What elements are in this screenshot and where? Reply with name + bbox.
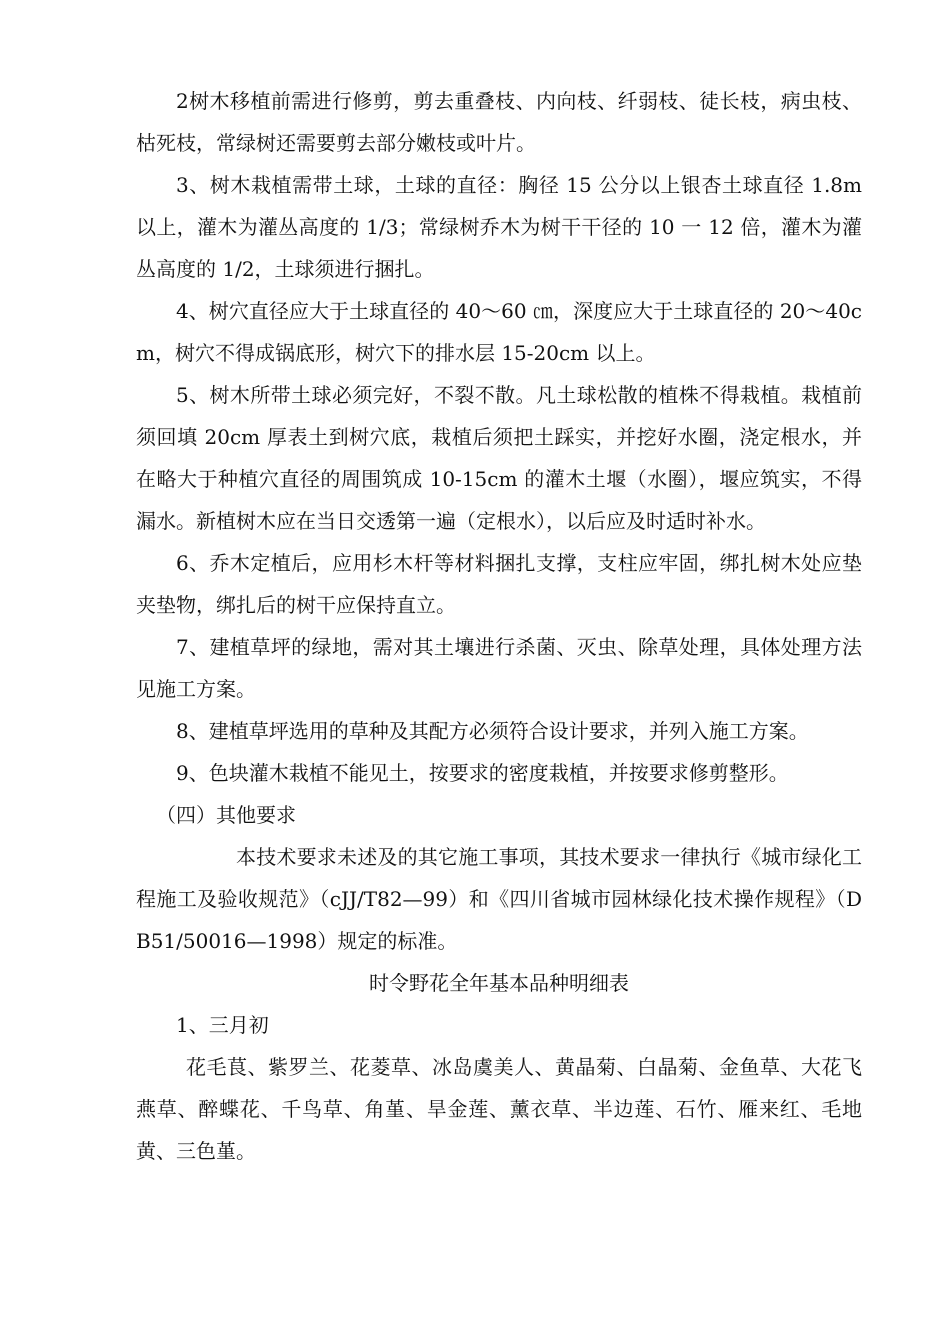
paragraph-item-4: 4、树穴直径应大于土球直径的 40～60 ㎝，深度应大于土球直径的 20～40cm，树穴不得成锅底形，树穴下的排水层 15-20cm 以上。 (136, 299, 862, 365)
month-heading: 1、三月初 (176, 1013, 269, 1037)
document-body (136, 80, 862, 1172)
paragraph-item-6: 6、乔木定植后，应用杉木杆等材料捆扎支撑，支柱应牢固，绑扎树木处应垫夹垫物，绑扎后的树干应保持直立。 (136, 551, 862, 617)
paragraph-item-5: 5、树木所带土球必须完好，不裂不散。凡土球松散的植株不得栽植。栽植前须回填 20cm 厚表土到树穴底，栽植后须把土踩实，并挖好水圈，浇定根水，并在略大于种植穴直径的周围筑成 10-15cm 的灌木土堰（水圈），堰应筑实，不得漏水。新植树木应在当日交透第一遍（定根水），以后应及时适时补水。 (136, 383, 862, 533)
section-body-other-requirements: 本技术要求未述及的其它施工事项，其技术要求一律执行《城市绿化工程施工及验收规范》（cJJ/T82—99）和《四川省城市园林绿化技术操作规程》（DB51/50016—1998）规定的标准。 (136, 845, 862, 953)
paragraph-item-9: 9、色块灌木栽植不能见土，按要求的密度栽植，并按要求修剪整形。 (176, 761, 789, 785)
paragraph-item-7: 7、建植草坪的绿地，需对其土壤进行杀菌、灭虫、除草处理，具体处理方法见施工方案。 (136, 635, 862, 701)
paragraph-item-8: 8、建植草坪选用的草种及其配方必须符合设计要求，并列入施工方案。 (176, 719, 809, 743)
paragraph-item-2: 2树木移植前需进行修剪，剪去重叠枝、内向枝、纤弱枝、徒长枝，病虫枝、枯死枝，常绿树还需要剪去部分嫩枝或叶片。 (136, 89, 862, 155)
species-list: 花毛茛、紫罗兰、花菱草、冰岛虞美人、黄晶菊、白晶菊、金鱼草、大花飞燕草、醉蝶花、千鸟草、角堇、旱金莲、薰衣草、半边莲、石竹、雁来红、毛地黄、三色堇。 (136, 1055, 862, 1163)
section-heading-other-requirements: （四）其他要求 (156, 803, 296, 827)
paragraph-item-3: 3、树木栽植需带土球，土球的直径：胸径 15 公分以上银杏土球直径 1.8m 以上，灌木为灌丛高度的 1/3；常绿树乔木为树干干径的 10 一 12 倍，灌木为灌丛高度的 1/2，土球须进行捆扎。 (136, 173, 862, 281)
table-title: 时令野花全年基本品种明细表 (369, 971, 629, 995)
